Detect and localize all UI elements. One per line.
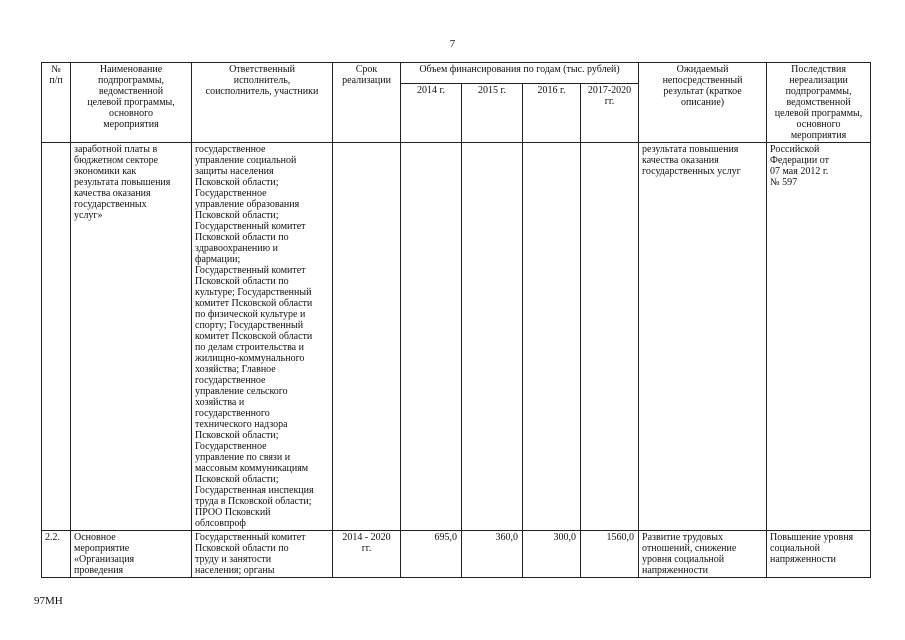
header-name: Наименование подпрограммы, ведомственной целевой программы, основного мероприятия [71, 63, 192, 143]
row-consequences: Повышение уровня социальной напряженности [767, 531, 871, 578]
row-number: 2.2. [42, 531, 71, 578]
row-name: Основное мероприятие «Организация проведения [71, 531, 192, 578]
header-result: Ожидаемый непосредственный результат (краткое описание) [639, 63, 767, 143]
header-year-2015: 2015 г. [462, 84, 523, 143]
page-number: 7 [449, 38, 456, 50]
row-number [42, 143, 71, 531]
header-consequences: Последствия нереализации подпрограммы, ведомственной целевой программы, основного мероприятия [767, 63, 871, 143]
header-year-2017-2020: 2017-2020 гг. [581, 84, 639, 143]
row-2016 [523, 143, 581, 531]
program-table [41, 62, 871, 578]
header-funding: Объем финансирования по годам (тыс. рублей) [401, 63, 639, 84]
row-2017-2020 [581, 143, 639, 531]
row-executor: государственное управление социальной защиты населения Псковской области; Государственное управление образования Псковской области; Государственный комитет Псковской области по здравоохранению и фармации; Государственный комитет Псковской области по культуре; Государственный комитет Псковской области по физической культуре и спорту; Государственный комитет Псковской области по делам строительства и жилищно-коммунального хозяйства; Главное государственное управление сельского хозяйства и государственного технического надзора Псковской области; Государственное управление по связи и массовым коммуникациям Псковской области; Государственная инспекция труда в Псковской области; ПРОО Псковский облсовпроф [192, 143, 333, 531]
row-consequences: Российской Федерации от 07 мая 2012 г. № 597 [767, 143, 871, 531]
row-term [333, 143, 401, 531]
row-2014: 695,0 [401, 531, 462, 578]
header-row [42, 63, 871, 84]
row-executor: Государственный комитет Псковской области по труду и занятости населения; органы [192, 531, 333, 578]
header-executor: Ответственный исполнитель, соисполнитель, участники [192, 63, 333, 143]
header-number: № п/п [42, 63, 71, 143]
row-2015: 360,0 [462, 531, 523, 578]
row-result: результата повышения качества оказания государственных услуг [639, 143, 767, 531]
row-2016: 300,0 [523, 531, 581, 578]
header-year-2014: 2014 г. [401, 84, 462, 143]
row-name: заработной платы в бюджетном секторе экономики как результата повышения качества оказания государственных услуг» [71, 143, 192, 531]
header-year-2016: 2016 г. [523, 84, 581, 143]
table-row [42, 143, 871, 531]
row-term: 2014 - 2020 гг. [333, 531, 401, 578]
row-2015 [462, 143, 523, 531]
row-result: Развитие трудовых отношений, снижение уровня социальной напряженности [639, 531, 767, 578]
header-term: Срок реализации [333, 63, 401, 143]
footer-code: 97МН [34, 595, 63, 607]
row-2014 [401, 143, 462, 531]
row-2017-2020: 1560,0 [581, 531, 639, 578]
table-row [42, 531, 871, 578]
